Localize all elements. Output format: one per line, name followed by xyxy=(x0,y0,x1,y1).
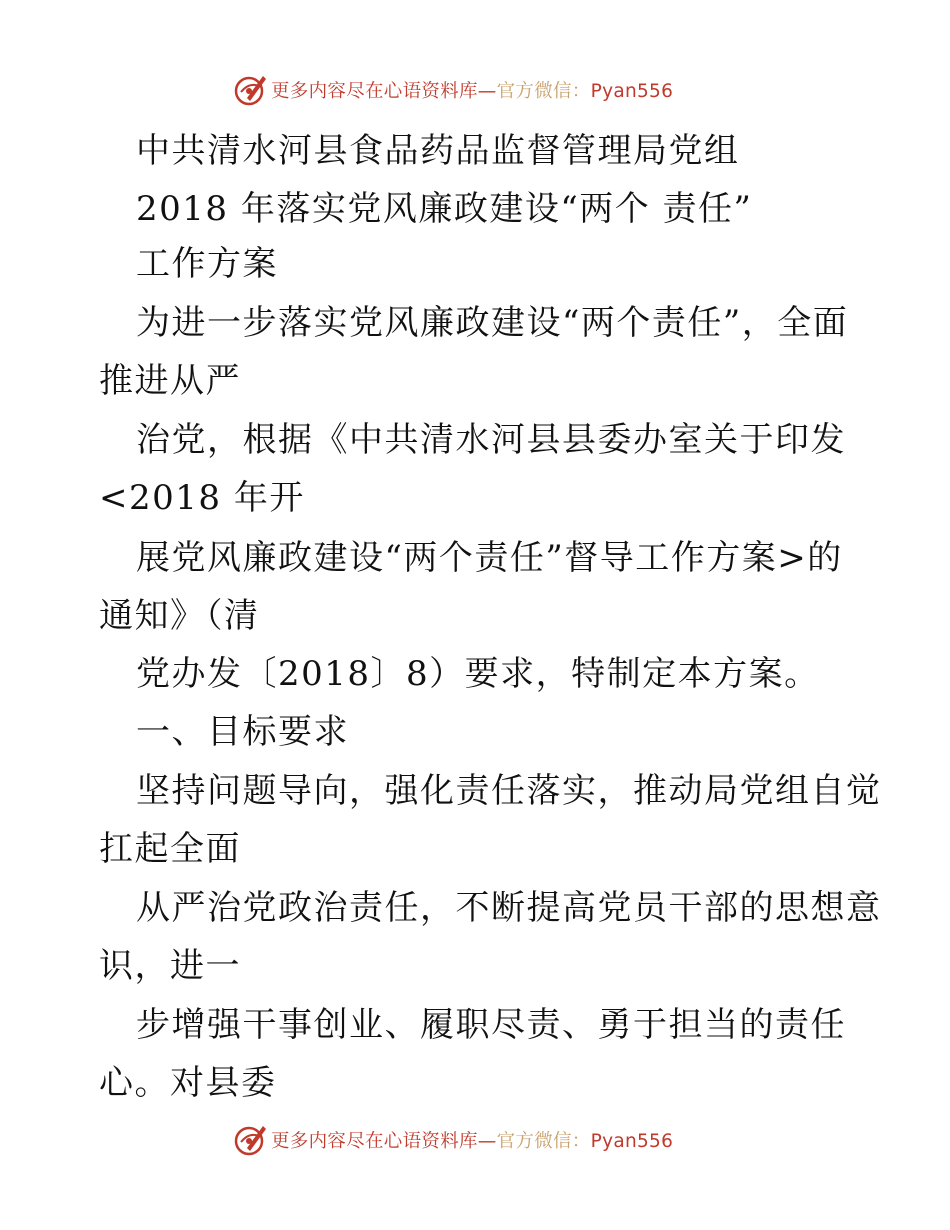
body-line: 为进一步落实党风廉政建设“两个责任”，全面 xyxy=(136,303,849,343)
body-line: 心。对县委 xyxy=(99,1063,277,1103)
watermark-text: 更多内容尽在心语资料库—官方微信：Pyan556 xyxy=(271,81,674,102)
pen-logo-icon xyxy=(233,1122,269,1158)
title-line-1: 中共清水河县食品药品监督管理局党组 xyxy=(136,131,740,171)
body-line: 推进从严 xyxy=(99,361,241,401)
pen-logo-icon xyxy=(233,72,269,108)
body-line: 展党风廉政建设“两个责任”督导工作方案>的 xyxy=(136,538,843,578)
section-heading: 一、目标要求 xyxy=(136,712,349,752)
body-line: 步增强干事创业、履职尽责、勇于担当的责任 xyxy=(136,1005,846,1045)
body-line: 从严治党政治责任，不断提高党员干部的思想意 xyxy=(136,888,882,928)
body-line: 党办发〔2018〕8）要求，特制定本方案。 xyxy=(136,654,820,694)
body-line: 识，进一 xyxy=(99,946,241,986)
watermark-header xyxy=(233,72,673,108)
title-line-3: 工作方案 xyxy=(136,244,278,284)
body-line: 通知》（清 xyxy=(99,596,260,636)
title-line-2: 2018 年落实党风廉政建设“两个 责任” xyxy=(136,189,753,229)
watermark-footer xyxy=(233,1122,673,1158)
body-line: 治党，根据《中共清水河县县委办室关于印发 xyxy=(136,420,846,460)
body-line: <2018 年开 xyxy=(99,478,305,518)
body-line: 扛起全面 xyxy=(99,829,241,869)
body-line: 坚持问题导向，强化责任落实，推动局党组自觉 xyxy=(136,771,882,811)
watermark-text: 更多内容尽在心语资料库—官方微信：Pyan556 xyxy=(271,1131,674,1152)
